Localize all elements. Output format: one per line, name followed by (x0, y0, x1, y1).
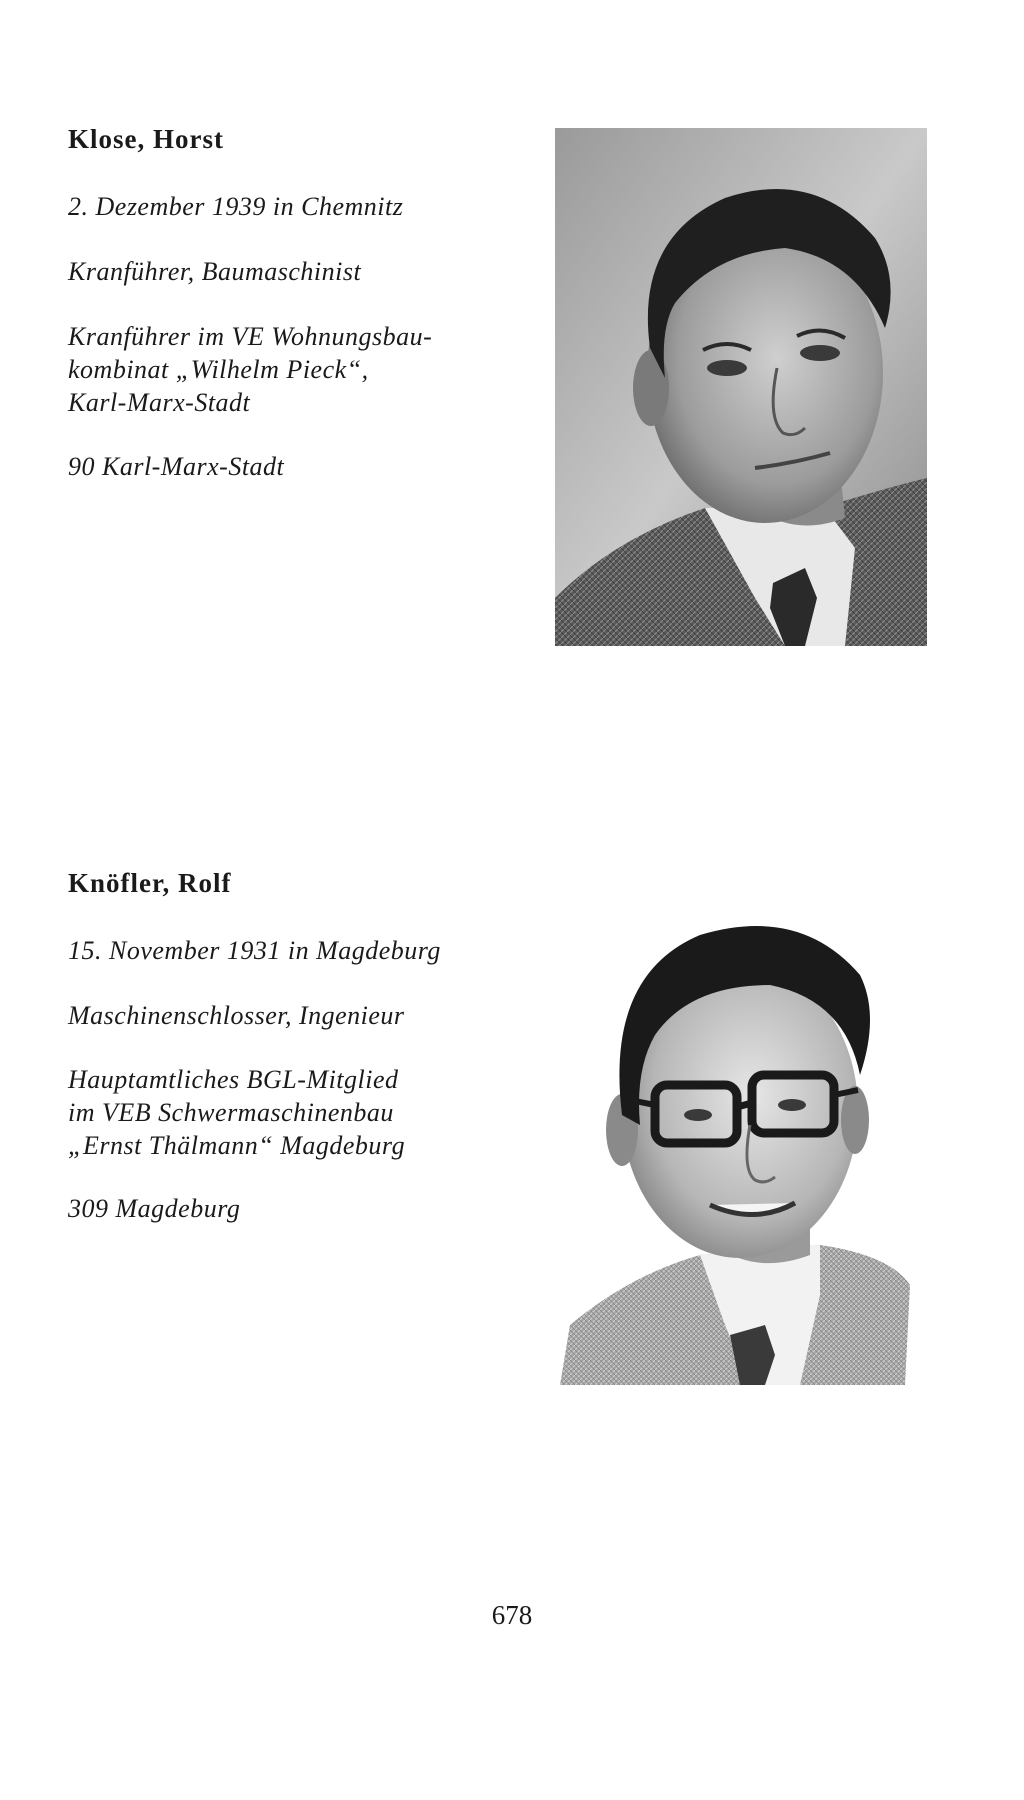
portrait-photo (560, 885, 940, 1385)
birth-info: 15. November 1931 in Magdeburg (68, 936, 441, 965)
position-info: Kranführer im VE Wohnungsbau- kombinat „Wilhelm Pieck“, Karl-Marx-Stadt (68, 322, 433, 417)
page-number: 678 (491, 1600, 533, 1630)
portrait-photo (555, 128, 927, 646)
residence-info: 90 Karl-Marx-Stadt (68, 452, 285, 481)
person-name: Klose, Horst (68, 124, 224, 154)
biography-entry (0, 0, 1024, 680)
profession-info: Kranführer, Baumaschinist (68, 257, 362, 286)
birth-info: 2. Dezember 1939 in Chemnitz (68, 192, 404, 221)
residence-info: 309 Magdeburg (68, 1194, 241, 1223)
profession-info: Maschinenschlosser, Ingenieur (68, 1001, 405, 1030)
position-info: Hauptamtliches BGL-Mitglied im VEB Schwermaschinenbau „Ernst Thälmann“ Magdeburg (68, 1065, 406, 1160)
person-name: Knöfler, Rolf (68, 868, 232, 898)
biography-entry (0, 740, 1024, 1420)
